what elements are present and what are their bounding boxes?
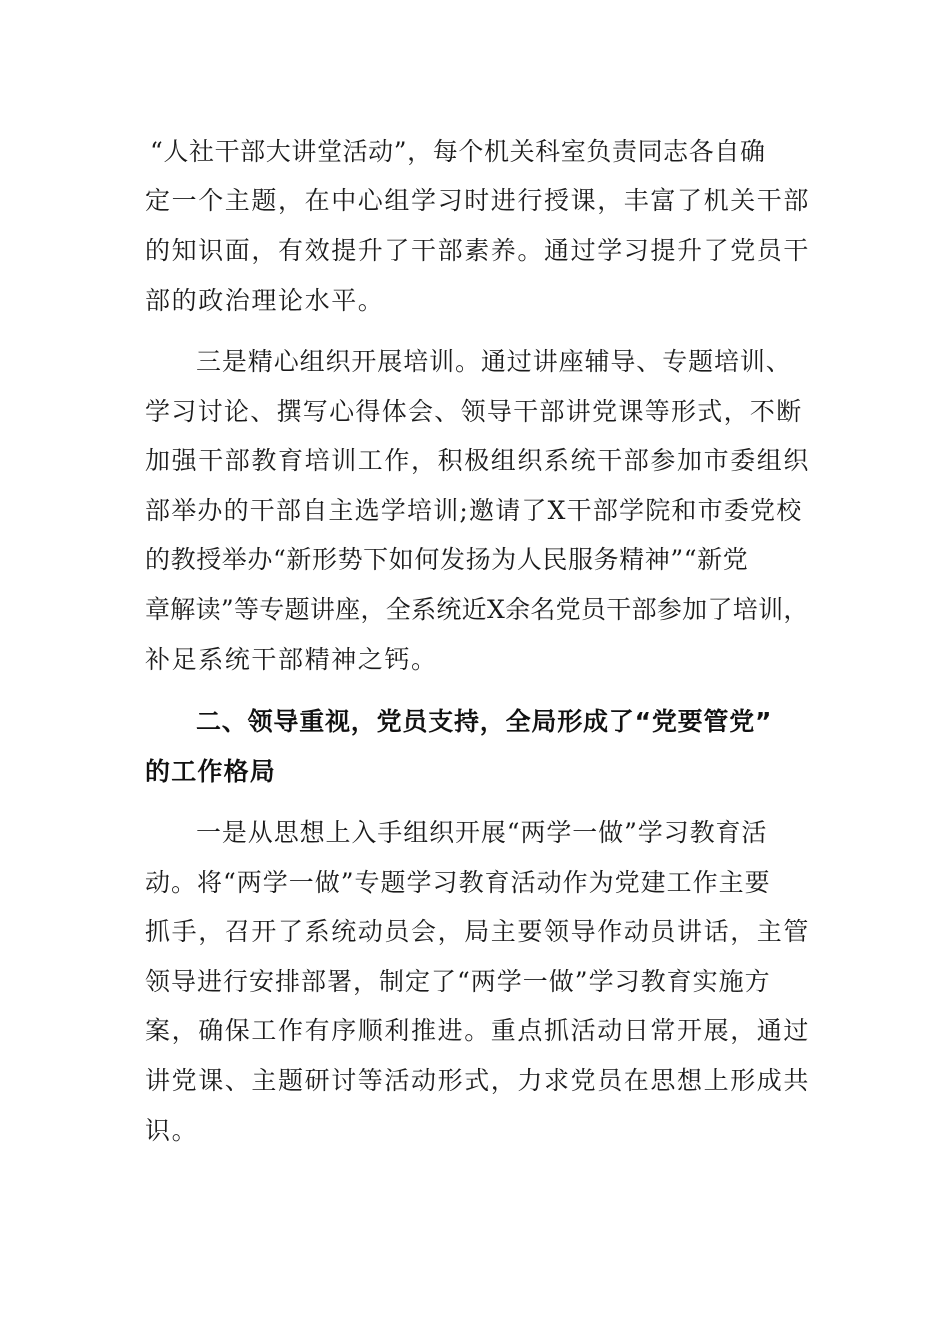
paragraph-line: 部举办的干部自主选学培训;邀请了X干部学院和市委党校 <box>145 496 803 525</box>
paragraph-line: 动。将“两学一做”专题学习教育活动作为党建工作主要 <box>145 868 771 897</box>
paragraph-line: 案，确保工作有序顺利推进。重点抓活动日常开展，通过 <box>145 1016 811 1045</box>
paragraph-line: 学习讨论、撰写心得体会、领导干部讲党课等形式，不断 <box>145 397 803 426</box>
section-heading: 的工作格局 <box>145 757 277 786</box>
paragraph-line: 的教授举办“新形势下如何发扬为人民服务精神”“新党 <box>145 545 749 574</box>
paragraph-line: 三是精心组织开展培训。通过讲座辅导、专题培训、 <box>196 347 792 376</box>
paragraph-line: 补足系统干部精神之钙。 <box>145 645 438 674</box>
paragraph-line: 的知识面，有效提升了干部素养。通过学习提升了党员干 <box>145 236 811 265</box>
paragraph-line: 定一个主题，在中心组学习时进行授课，丰富了机关干部 <box>145 186 811 215</box>
paragraph-line: “人社干部大讲堂活动”，每个机关科室负责同志各自确 <box>150 137 766 166</box>
paragraph-line: 章解读”等专题讲座，全系统近X余名党员干部参加了培训， <box>145 595 809 624</box>
paragraph-line: 领导进行安排部署，制定了“两学一做”学习教育实施方 <box>145 967 771 996</box>
paragraph-line: 讲党课、主题研讨等活动形式，力求党员在思想上形成共 <box>145 1066 811 1095</box>
paragraph-line: 识。 <box>145 1116 199 1145</box>
paragraph-line: 部的政治理论水平。 <box>145 286 385 315</box>
section-heading: 二、领导重视，党员支持，全局形成了“党要管党” <box>196 707 773 736</box>
paragraph-line: 加强干部教育培训工作，积极组织系统干部参加市委组织 <box>145 446 811 475</box>
paragraph-line: 一是从思想上入手组织开展“两学一做”学习教育活 <box>196 818 768 847</box>
paragraph-line: 抓手，召开了系统动员会，局主要领导作动员讲话，主管 <box>145 917 811 946</box>
